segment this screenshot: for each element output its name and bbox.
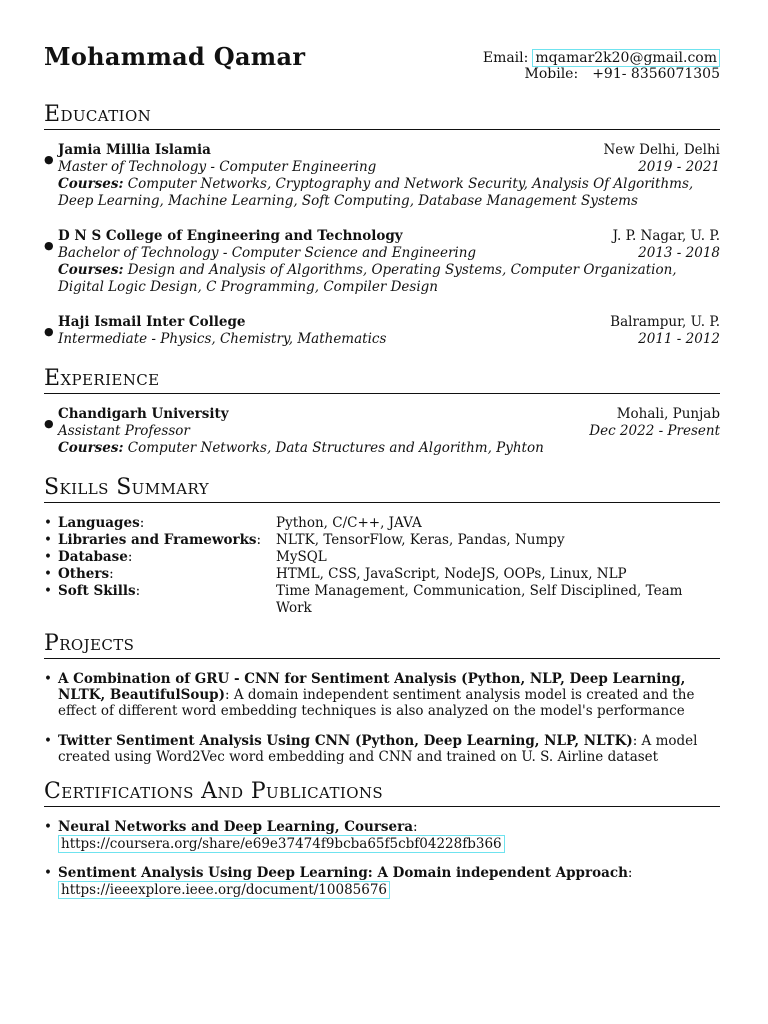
candidate-name: Mohammad Qamar: [44, 42, 306, 71]
skill-row: • Libraries and Frameworks: NLTK, TensorFlow, Keras, Pandas, Numpy: [44, 532, 720, 549]
mobile-row: [483, 66, 720, 82]
resume-page: [44, 38, 720, 911]
courses-line: [58, 262, 720, 296]
project-description: : A domain independent sentiment analysis model is created and the effect of different word embedding techniques is also analyzed on the model's performance: [58, 687, 695, 719]
publication-title: Sentiment Analysis Using Deep Learning: A Domain independent Approach: [58, 865, 628, 881]
skill-key: Libraries and Frameworks: [58, 532, 257, 548]
projects-heading: Projects: [44, 631, 720, 659]
skill-key: Languages: [58, 515, 140, 531]
bullet-icon: •: [44, 733, 52, 749]
bullet-icon: •: [44, 583, 52, 599]
organization-location: Mohali, Punjab: [616, 406, 720, 422]
skill-key: Others: [58, 566, 110, 582]
dates: Dec 2022 - Present: [589, 423, 720, 439]
skills-list: [44, 515, 720, 617]
skill-key: Soft Skills: [58, 583, 136, 599]
courses-label: Courses:: [58, 176, 124, 192]
project-description: : A model created using Word2Vec word embedding and CNN and trained on U. S. Airline dataset: [58, 733, 698, 765]
skill-row: • Database: MySQL: [44, 549, 720, 566]
certification-title: Neural Networks and Deep Learning, Coursera: [58, 819, 413, 835]
skills-heading: Skills Summary: [44, 475, 720, 503]
skill-value: Python, C/C++, JAVA: [276, 515, 422, 531]
skill-value: MySQL: [276, 549, 327, 565]
courses-line: [58, 176, 720, 210]
institution-name: Haji Ismail Inter College: [58, 314, 246, 330]
experience-entry: [44, 406, 720, 457]
skill-row: • Others: HTML, CSS, JavaScript, NodeJS, OOPs, Linux, NLP: [44, 566, 720, 583]
dates: 2011 - 2012: [638, 331, 720, 347]
dates: 2019 - 2021: [638, 159, 720, 175]
bullet-icon: •: [44, 865, 52, 881]
institution-name: Jamia Millia Islamia: [58, 142, 211, 158]
bullet-icon: •: [44, 532, 52, 548]
degree: Intermediate - Physics, Chemistry, Mathematics: [58, 331, 387, 347]
mobile-label: Mobile:: [524, 66, 579, 82]
degree: Bachelor of Technology - Computer Science and Engineering: [58, 245, 477, 261]
bullet-icon: •: [44, 549, 52, 565]
bullet-icon: •: [44, 819, 52, 835]
mobile-number: +91- 8356071305: [592, 66, 720, 82]
institution-location: New Delhi, Delhi: [603, 142, 720, 158]
skill-row: • Languages: Python, C/C++, JAVA: [44, 515, 720, 532]
project-item: [44, 733, 720, 765]
project-item: [44, 671, 720, 719]
institution-name: D N S College of Engineering and Technology: [58, 228, 403, 244]
email-row: [483, 50, 720, 66]
contact-block: [483, 50, 720, 82]
certifications-heading: Certifications And Publications: [44, 779, 720, 807]
certification-item: • Sentiment Analysis Using Deep Learning: A Domain independent Approach: https://ieeexplore.ieee.org/document/10085676: [44, 865, 633, 898]
bullet-icon: ●: [44, 153, 54, 166]
courses-label: Courses:: [58, 262, 124, 278]
skill-value: HTML, CSS, JavaScript, NodeJS, OOPs, Linux, NLP: [276, 566, 627, 582]
email-label: Email:: [482, 50, 529, 66]
skill-value: NLTK, TensorFlow, Keras, Pandas, Numpy: [276, 532, 565, 548]
skill-value: Time Management, Communication, Self Disciplined, Team Work: [276, 583, 683, 616]
bullet-icon: •: [44, 515, 52, 531]
courses-line: [58, 440, 720, 457]
courses-label: Courses:: [58, 440, 124, 456]
education-entry: [44, 142, 720, 210]
degree: Master of Technology - Computer Engineering: [58, 159, 377, 175]
education-entry: [44, 228, 720, 296]
education-entry: [44, 314, 720, 348]
organization-name: Chandigarh University: [58, 406, 229, 422]
institution-location: J. P. Nagar, U. P.: [612, 228, 720, 244]
publication-link[interactable]: https://ieeexplore.ieee.org/document/10085676: [58, 881, 390, 899]
skill-row: • Soft Skills: Time Management, Communication, Self Disciplined, Team Work: [44, 583, 720, 617]
bullet-icon: •: [44, 671, 52, 687]
experience-heading: Experience: [44, 366, 720, 394]
project-title: Twitter Sentiment Analysis Using CNN (Python, Deep Learning, NLP, NLTK): [58, 733, 633, 749]
courses-list: Computer Networks, Cryptography and Network Security, Analysis Of Algorithms, Deep Learning, Machine Learning, Soft Computing, Database Management Systems: [58, 176, 694, 209]
dates: 2013 - 2018: [638, 245, 720, 261]
education-heading: Education: [44, 102, 720, 130]
institution-location: Balrampur, U. P.: [610, 314, 720, 330]
certification-link[interactable]: https://coursera.org/share/e69e37474f9bcba65f5cbf04228fb366: [58, 835, 505, 853]
bullet-icon: ●: [44, 239, 54, 252]
project-title: A Combination of GRU - CNN for Sentiment Analysis (Python, NLP, Deep Learning, NLTK, BeautifulSoup): [58, 671, 686, 703]
bullet-icon: •: [44, 566, 52, 582]
email-link[interactable]: mqamar2k20@gmail.com: [532, 49, 720, 67]
courses-list: Design and Analysis of Algorithms, Operating Systems, Computer Organization, Digital Logic Design, C Programming, Compiler Design: [58, 262, 677, 295]
certification-item: • Neural Networks and Deep Learning, Coursera: https://coursera.org/share/e69e37474f9bcba65f5cbf04228fb366: [44, 819, 720, 853]
skill-key: Database: [58, 549, 128, 565]
role: Assistant Professor: [58, 423, 190, 439]
resume-header: [44, 38, 720, 88]
bullet-icon: ●: [44, 417, 54, 430]
courses-list: Computer Networks, Data Structures and Algorithm, Pyhton: [127, 440, 544, 456]
bullet-icon: ●: [44, 325, 54, 338]
